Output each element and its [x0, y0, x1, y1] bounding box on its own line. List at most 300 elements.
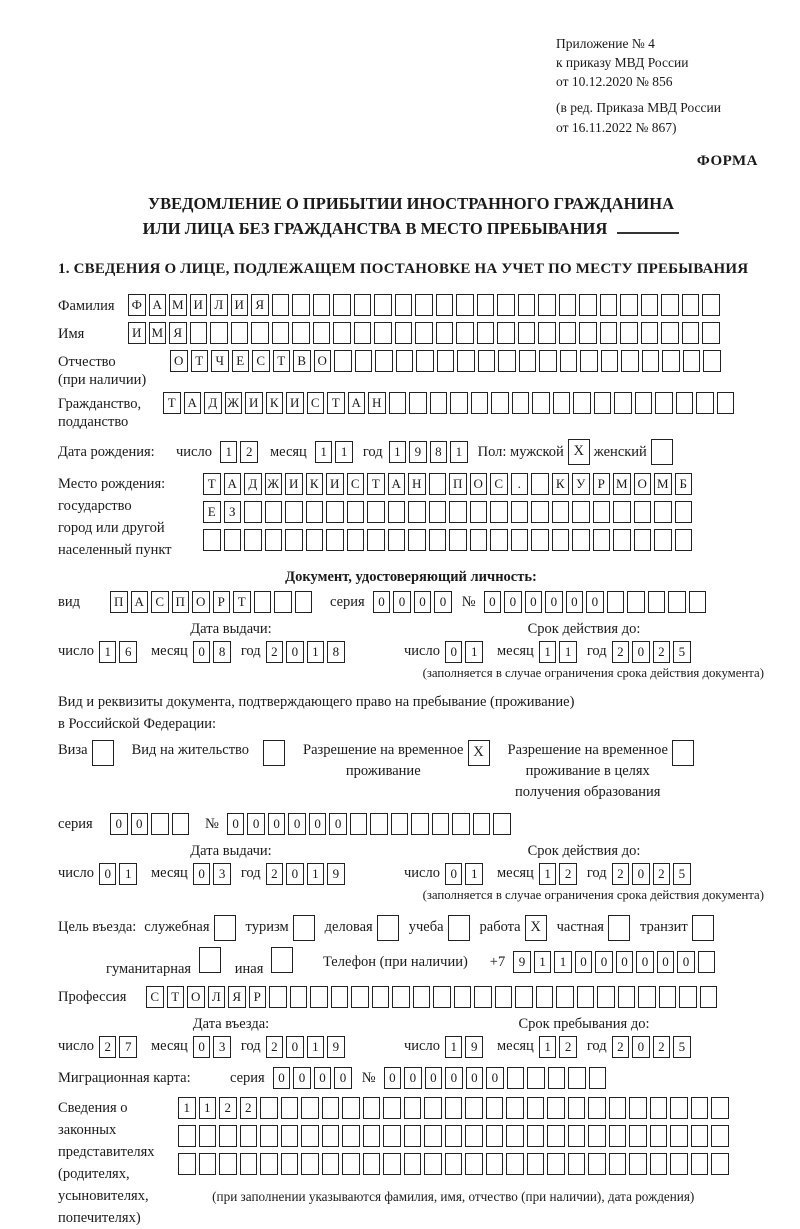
- char-cell[interactable]: [347, 529, 365, 551]
- char-cell[interactable]: 0: [286, 641, 304, 663]
- char-cell[interactable]: [415, 322, 433, 344]
- char-cell[interactable]: О: [187, 986, 205, 1008]
- char-cell[interactable]: Р: [593, 473, 611, 495]
- char-cell[interactable]: [313, 322, 331, 344]
- char-cell[interactable]: [172, 813, 190, 835]
- char-cell[interactable]: [454, 986, 472, 1008]
- char-cell[interactable]: [354, 294, 372, 316]
- char-cell[interactable]: [392, 986, 410, 1008]
- char-cell[interactable]: [260, 1125, 278, 1147]
- char-cell[interactable]: [511, 501, 529, 523]
- char-cell[interactable]: [661, 322, 679, 344]
- char-cell[interactable]: [474, 986, 492, 1008]
- char-cell[interactable]: [265, 501, 283, 523]
- char-cell[interactable]: [281, 1097, 299, 1119]
- char-cell[interactable]: [497, 322, 515, 344]
- char-cell[interactable]: [395, 294, 413, 316]
- char-cell[interactable]: [580, 350, 598, 372]
- char-cell[interactable]: 1: [99, 641, 117, 663]
- char-cell[interactable]: [556, 986, 574, 1008]
- char-cell[interactable]: [437, 350, 455, 372]
- char-cell[interactable]: [430, 392, 448, 414]
- char-cell[interactable]: [244, 501, 262, 523]
- char-cell[interactable]: [512, 392, 530, 414]
- char-cell[interactable]: 0: [434, 591, 452, 613]
- char-cell[interactable]: [269, 986, 287, 1008]
- char-cell[interactable]: [559, 294, 577, 316]
- char-cell[interactable]: Е: [232, 350, 250, 372]
- char-cell[interactable]: [668, 591, 686, 613]
- char-cell[interactable]: 1: [539, 1036, 557, 1058]
- char-cell[interactable]: [642, 350, 660, 372]
- char-cell[interactable]: К: [306, 473, 324, 495]
- char-cell[interactable]: [579, 294, 597, 316]
- char-cell[interactable]: [607, 591, 625, 613]
- char-cell[interactable]: [471, 392, 489, 414]
- char-cell[interactable]: 0: [445, 863, 463, 885]
- char-cell[interactable]: В: [293, 350, 311, 372]
- char-cell[interactable]: [618, 986, 636, 1008]
- char-cell[interactable]: 0: [309, 813, 327, 835]
- char-cell[interactable]: 1: [199, 1097, 217, 1119]
- char-cell[interactable]: 0: [329, 813, 347, 835]
- char-cell[interactable]: [560, 350, 578, 372]
- char-cell[interactable]: 0: [131, 813, 149, 835]
- char-cell[interactable]: [210, 322, 228, 344]
- char-cell[interactable]: [547, 1097, 565, 1119]
- char-cell[interactable]: 2: [219, 1097, 237, 1119]
- char-cell[interactable]: 1: [465, 863, 483, 885]
- char-cell[interactable]: [219, 1125, 237, 1147]
- char-cell[interactable]: [409, 392, 427, 414]
- char-cell[interactable]: [675, 501, 693, 523]
- char-cell[interactable]: 1: [315, 441, 333, 463]
- char-cell[interactable]: [629, 1097, 647, 1119]
- char-cell[interactable]: [572, 501, 590, 523]
- char-cell[interactable]: 0: [616, 951, 634, 973]
- char-cell[interactable]: [711, 1097, 729, 1119]
- purpose-other-checkbox[interactable]: [271, 947, 293, 973]
- char-cell[interactable]: 0: [286, 863, 304, 885]
- char-cell[interactable]: 5: [673, 863, 691, 885]
- char-cell[interactable]: [696, 392, 714, 414]
- char-cell[interactable]: [347, 501, 365, 523]
- char-cell[interactable]: 1: [539, 863, 557, 885]
- char-cell[interactable]: [350, 813, 368, 835]
- char-cell[interactable]: Я: [228, 986, 246, 1008]
- char-cell[interactable]: [326, 529, 344, 551]
- char-cell[interactable]: И: [245, 392, 263, 414]
- char-cell[interactable]: [436, 294, 454, 316]
- char-cell[interactable]: [224, 529, 242, 551]
- char-cell[interactable]: [670, 1097, 688, 1119]
- char-cell[interactable]: [411, 813, 429, 835]
- char-cell[interactable]: [292, 322, 310, 344]
- char-cell[interactable]: [572, 529, 590, 551]
- char-cell[interactable]: Ч: [211, 350, 229, 372]
- char-cell[interactable]: [547, 1125, 565, 1147]
- char-cell[interactable]: [675, 529, 693, 551]
- char-cell[interactable]: А: [348, 392, 366, 414]
- char-cell[interactable]: 0: [632, 641, 650, 663]
- char-cell[interactable]: 1: [389, 441, 407, 463]
- char-cell[interactable]: [178, 1153, 196, 1175]
- char-cell[interactable]: [408, 501, 426, 523]
- char-cell[interactable]: [383, 1125, 401, 1147]
- char-cell[interactable]: [613, 529, 631, 551]
- char-cell[interactable]: 9: [465, 1036, 483, 1058]
- char-cell[interactable]: [367, 501, 385, 523]
- char-cell[interactable]: 0: [575, 951, 593, 973]
- char-cell[interactable]: О: [634, 473, 652, 495]
- char-cell[interactable]: [490, 529, 508, 551]
- char-cell[interactable]: [190, 322, 208, 344]
- char-cell[interactable]: И: [128, 322, 146, 344]
- char-cell[interactable]: 0: [247, 813, 265, 835]
- char-cell[interactable]: 0: [636, 951, 654, 973]
- char-cell[interactable]: [301, 1153, 319, 1175]
- char-cell[interactable]: П: [449, 473, 467, 495]
- char-cell[interactable]: [240, 1153, 258, 1175]
- char-cell[interactable]: [413, 986, 431, 1008]
- char-cell[interactable]: 0: [110, 813, 128, 835]
- char-cell[interactable]: 1: [335, 441, 353, 463]
- char-cell[interactable]: [627, 591, 645, 613]
- char-cell[interactable]: [573, 392, 591, 414]
- char-cell[interactable]: 9: [327, 1036, 345, 1058]
- char-cell[interactable]: [601, 350, 619, 372]
- char-cell[interactable]: [547, 1153, 565, 1175]
- char-cell[interactable]: [244, 529, 262, 551]
- char-cell[interactable]: 2: [653, 863, 671, 885]
- char-cell[interactable]: [691, 1125, 709, 1147]
- char-cell[interactable]: 1: [445, 1036, 463, 1058]
- char-cell[interactable]: [432, 813, 450, 835]
- char-cell[interactable]: [285, 529, 303, 551]
- char-cell[interactable]: [334, 350, 352, 372]
- char-cell[interactable]: 0: [632, 1036, 650, 1058]
- char-cell[interactable]: [363, 1153, 381, 1175]
- char-cell[interactable]: [654, 529, 672, 551]
- char-cell[interactable]: [310, 986, 328, 1008]
- char-cell[interactable]: 2: [612, 1036, 630, 1058]
- char-cell[interactable]: 0: [445, 1067, 463, 1089]
- char-cell[interactable]: [199, 1153, 217, 1175]
- char-cell[interactable]: 2: [266, 1036, 284, 1058]
- char-cell[interactable]: [506, 1125, 524, 1147]
- char-cell[interactable]: [654, 501, 672, 523]
- char-cell[interactable]: [477, 322, 495, 344]
- char-cell[interactable]: [281, 1153, 299, 1175]
- char-cell[interactable]: [333, 294, 351, 316]
- char-cell[interactable]: [203, 529, 221, 551]
- char-cell[interactable]: [260, 1097, 278, 1119]
- char-cell[interactable]: [363, 1097, 381, 1119]
- char-cell[interactable]: [486, 1125, 504, 1147]
- char-cell[interactable]: [404, 1125, 422, 1147]
- char-cell[interactable]: [593, 529, 611, 551]
- char-cell[interactable]: [662, 350, 680, 372]
- char-cell[interactable]: Н: [408, 473, 426, 495]
- char-cell[interactable]: 2: [240, 441, 258, 463]
- char-cell[interactable]: [518, 294, 536, 316]
- char-cell[interactable]: [301, 1097, 319, 1119]
- char-cell[interactable]: [333, 322, 351, 344]
- sex-male-checkbox[interactable]: X: [568, 439, 590, 465]
- char-cell[interactable]: [486, 1153, 504, 1175]
- char-cell[interactable]: [151, 813, 169, 835]
- char-cell[interactable]: [457, 350, 475, 372]
- char-cell[interactable]: [355, 350, 373, 372]
- residence-permit-checkbox[interactable]: [263, 740, 285, 766]
- char-cell[interactable]: 0: [193, 863, 211, 885]
- char-cell[interactable]: [614, 392, 632, 414]
- char-cell[interactable]: Т: [203, 473, 221, 495]
- char-cell[interactable]: М: [149, 322, 167, 344]
- char-cell[interactable]: [702, 322, 720, 344]
- char-cell[interactable]: [641, 322, 659, 344]
- char-cell[interactable]: 1: [554, 951, 572, 973]
- char-cell[interactable]: [511, 529, 529, 551]
- char-cell[interactable]: [354, 322, 372, 344]
- char-cell[interactable]: [375, 350, 393, 372]
- char-cell[interactable]: 8: [213, 641, 231, 663]
- char-cell[interactable]: [456, 322, 474, 344]
- char-cell[interactable]: [702, 294, 720, 316]
- char-cell[interactable]: [620, 322, 638, 344]
- char-cell[interactable]: 5: [673, 1036, 691, 1058]
- char-cell[interactable]: [634, 501, 652, 523]
- char-cell[interactable]: [568, 1067, 586, 1089]
- char-cell[interactable]: 0: [586, 591, 604, 613]
- char-cell[interactable]: 7: [119, 1036, 137, 1058]
- char-cell[interactable]: И: [231, 294, 249, 316]
- char-cell[interactable]: [429, 529, 447, 551]
- char-cell[interactable]: 0: [425, 1067, 443, 1089]
- char-cell[interactable]: [433, 986, 451, 1008]
- char-cell[interactable]: 1: [534, 951, 552, 973]
- char-cell[interactable]: 0: [677, 951, 695, 973]
- char-cell[interactable]: 2: [99, 1036, 117, 1058]
- char-cell[interactable]: [568, 1125, 586, 1147]
- char-cell[interactable]: 3: [213, 1036, 231, 1058]
- char-cell[interactable]: [445, 1153, 463, 1175]
- char-cell[interactable]: Р: [213, 591, 231, 613]
- char-cell[interactable]: 1: [559, 641, 577, 663]
- char-cell[interactable]: [429, 501, 447, 523]
- char-cell[interactable]: Л: [210, 294, 228, 316]
- char-cell[interactable]: Ж: [225, 392, 243, 414]
- char-cell[interactable]: [711, 1125, 729, 1147]
- char-cell[interactable]: 1: [465, 641, 483, 663]
- char-cell[interactable]: 0: [193, 641, 211, 663]
- char-cell[interactable]: Ф: [128, 294, 146, 316]
- char-cell[interactable]: [465, 1125, 483, 1147]
- char-cell[interactable]: [322, 1153, 340, 1175]
- char-cell[interactable]: [527, 1067, 545, 1089]
- char-cell[interactable]: [306, 529, 324, 551]
- char-cell[interactable]: [450, 392, 468, 414]
- char-cell[interactable]: 0: [314, 1067, 332, 1089]
- char-cell[interactable]: [650, 1153, 668, 1175]
- char-cell[interactable]: [178, 1125, 196, 1147]
- char-cell[interactable]: [700, 986, 718, 1008]
- char-cell[interactable]: [691, 1153, 709, 1175]
- char-cell[interactable]: [621, 350, 639, 372]
- char-cell[interactable]: [497, 294, 515, 316]
- char-cell[interactable]: 8: [327, 641, 345, 663]
- char-cell[interactable]: [490, 501, 508, 523]
- char-cell[interactable]: [498, 350, 516, 372]
- char-cell[interactable]: [679, 986, 697, 1008]
- sex-female-checkbox[interactable]: [651, 439, 673, 465]
- char-cell[interactable]: [670, 1153, 688, 1175]
- char-cell[interactable]: 2: [653, 641, 671, 663]
- char-cell[interactable]: 0: [466, 1067, 484, 1089]
- char-cell[interactable]: 0: [525, 591, 543, 613]
- char-cell[interactable]: 0: [99, 863, 117, 885]
- char-cell[interactable]: [552, 529, 570, 551]
- char-cell[interactable]: 0: [445, 641, 463, 663]
- char-cell[interactable]: [491, 392, 509, 414]
- char-cell[interactable]: 9: [513, 951, 531, 973]
- char-cell[interactable]: [600, 322, 618, 344]
- char-cell[interactable]: 0: [486, 1067, 504, 1089]
- char-cell[interactable]: [629, 1125, 647, 1147]
- char-cell[interactable]: .: [511, 473, 529, 495]
- char-cell[interactable]: [650, 1097, 668, 1119]
- char-cell[interactable]: [682, 294, 700, 316]
- char-cell[interactable]: И: [190, 294, 208, 316]
- char-cell[interactable]: О: [470, 473, 488, 495]
- char-cell[interactable]: [655, 392, 673, 414]
- char-cell[interactable]: [539, 350, 557, 372]
- char-cell[interactable]: 2: [266, 641, 284, 663]
- char-cell[interactable]: [424, 1153, 442, 1175]
- char-cell[interactable]: [470, 501, 488, 523]
- char-cell[interactable]: 9: [409, 441, 427, 463]
- purpose-work-checkbox[interactable]: X: [525, 915, 547, 941]
- char-cell[interactable]: [265, 529, 283, 551]
- char-cell[interactable]: Л: [208, 986, 226, 1008]
- char-cell[interactable]: [698, 951, 716, 973]
- char-cell[interactable]: [717, 392, 735, 414]
- char-cell[interactable]: 0: [273, 1067, 291, 1089]
- char-cell[interactable]: Т: [273, 350, 291, 372]
- char-cell[interactable]: 0: [393, 591, 411, 613]
- char-cell[interactable]: [396, 350, 414, 372]
- char-cell[interactable]: К: [552, 473, 570, 495]
- char-cell[interactable]: М: [169, 294, 187, 316]
- char-cell[interactable]: [568, 1153, 586, 1175]
- char-cell[interactable]: 0: [404, 1067, 422, 1089]
- char-cell[interactable]: [465, 1097, 483, 1119]
- char-cell[interactable]: [322, 1097, 340, 1119]
- char-cell[interactable]: [531, 501, 549, 523]
- char-cell[interactable]: [436, 322, 454, 344]
- char-cell[interactable]: [292, 294, 310, 316]
- char-cell[interactable]: [404, 1153, 422, 1175]
- char-cell[interactable]: [404, 1097, 422, 1119]
- char-cell[interactable]: 1: [539, 641, 557, 663]
- char-cell[interactable]: [306, 501, 324, 523]
- temp-residence-edu-checkbox[interactable]: [672, 740, 694, 766]
- char-cell[interactable]: 0: [288, 813, 306, 835]
- char-cell[interactable]: 2: [559, 863, 577, 885]
- char-cell[interactable]: [429, 473, 447, 495]
- char-cell[interactable]: [577, 986, 595, 1008]
- char-cell[interactable]: Т: [367, 473, 385, 495]
- char-cell[interactable]: 0: [414, 591, 432, 613]
- char-cell[interactable]: [374, 322, 392, 344]
- char-cell[interactable]: [531, 473, 549, 495]
- char-cell[interactable]: [559, 322, 577, 344]
- char-cell[interactable]: [527, 1153, 545, 1175]
- char-cell[interactable]: 1: [178, 1097, 196, 1119]
- char-cell[interactable]: [507, 1067, 525, 1089]
- char-cell[interactable]: [600, 294, 618, 316]
- char-cell[interactable]: [290, 986, 308, 1008]
- char-cell[interactable]: М: [613, 473, 631, 495]
- char-cell[interactable]: [495, 986, 513, 1008]
- char-cell[interactable]: [313, 294, 331, 316]
- char-cell[interactable]: Б: [675, 473, 693, 495]
- char-cell[interactable]: [609, 1125, 627, 1147]
- char-cell[interactable]: [641, 294, 659, 316]
- char-cell[interactable]: [424, 1097, 442, 1119]
- char-cell[interactable]: И: [285, 473, 303, 495]
- char-cell[interactable]: [486, 1097, 504, 1119]
- char-cell[interactable]: 2: [559, 1036, 577, 1058]
- char-cell[interactable]: [568, 1097, 586, 1119]
- char-cell[interactable]: [383, 1153, 401, 1175]
- char-cell[interactable]: Ж: [265, 473, 283, 495]
- char-cell[interactable]: [659, 986, 677, 1008]
- char-cell[interactable]: 0: [504, 591, 522, 613]
- char-cell[interactable]: [478, 350, 496, 372]
- char-cell[interactable]: 1: [307, 863, 325, 885]
- char-cell[interactable]: [395, 322, 413, 344]
- char-cell[interactable]: [670, 1125, 688, 1147]
- char-cell[interactable]: [538, 322, 556, 344]
- char-cell[interactable]: Я: [169, 322, 187, 344]
- char-cell[interactable]: О: [314, 350, 332, 372]
- purpose-transit-checkbox[interactable]: [692, 915, 714, 941]
- char-cell[interactable]: [351, 986, 369, 1008]
- char-cell[interactable]: С: [146, 986, 164, 1008]
- char-cell[interactable]: [295, 591, 313, 613]
- char-cell[interactable]: А: [184, 392, 202, 414]
- char-cell[interactable]: Т: [233, 591, 251, 613]
- char-cell[interactable]: [661, 294, 679, 316]
- char-cell[interactable]: С: [307, 392, 325, 414]
- char-cell[interactable]: [416, 350, 434, 372]
- char-cell[interactable]: [272, 294, 290, 316]
- char-cell[interactable]: 0: [545, 591, 563, 613]
- char-cell[interactable]: П: [172, 591, 190, 613]
- char-cell[interactable]: П: [110, 591, 128, 613]
- char-cell[interactable]: [553, 392, 571, 414]
- char-cell[interactable]: Н: [368, 392, 386, 414]
- char-cell[interactable]: [536, 986, 554, 1008]
- char-cell[interactable]: У: [572, 473, 590, 495]
- char-cell[interactable]: [363, 1125, 381, 1147]
- purpose-business-checkbox[interactable]: [377, 915, 399, 941]
- char-cell[interactable]: [682, 322, 700, 344]
- char-cell[interactable]: [515, 986, 533, 1008]
- char-cell[interactable]: Т: [327, 392, 345, 414]
- char-cell[interactable]: Я: [251, 294, 269, 316]
